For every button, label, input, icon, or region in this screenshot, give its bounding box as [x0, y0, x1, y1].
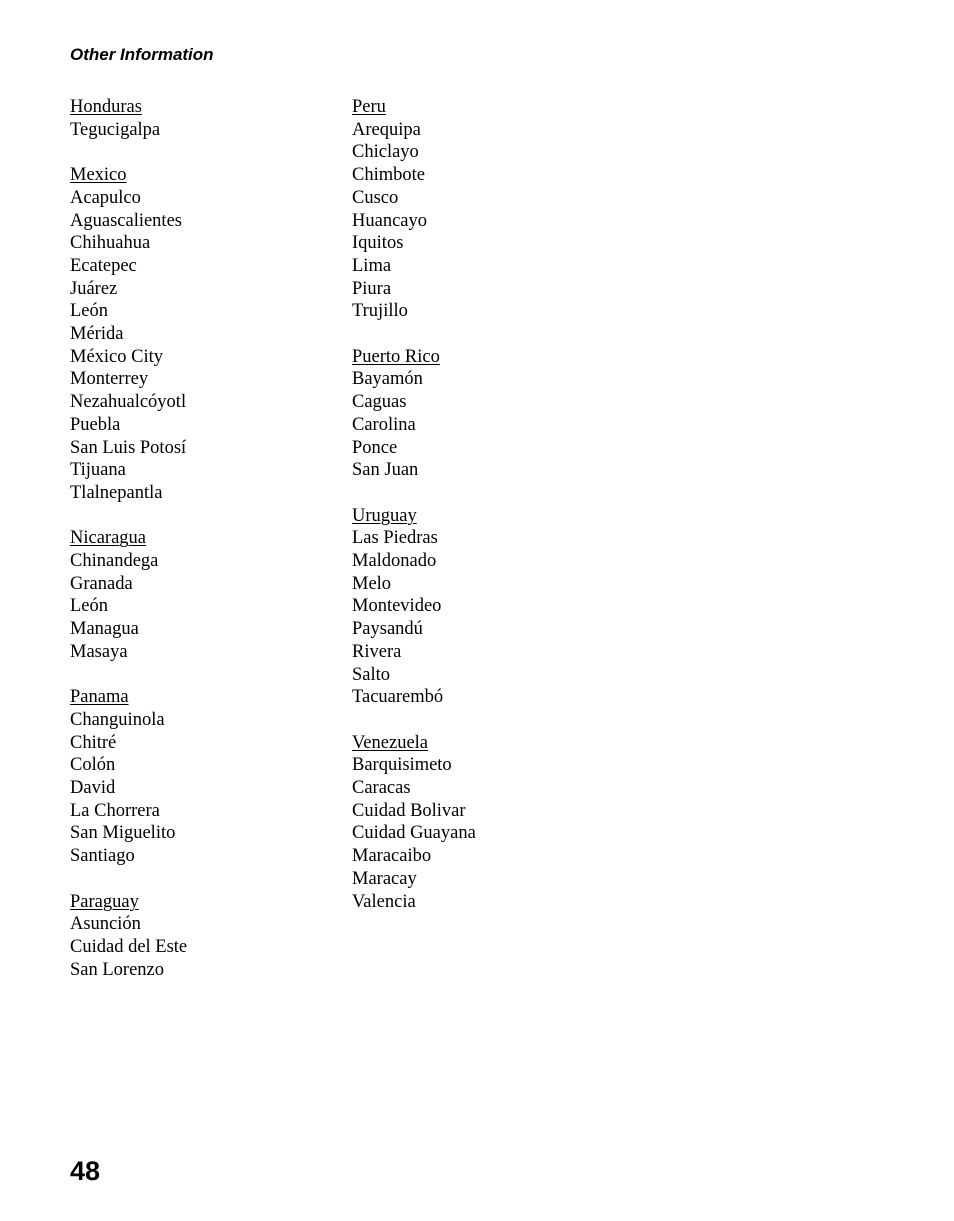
- city-item: San Juan: [352, 460, 419, 481]
- city-item: Santiago: [70, 846, 135, 867]
- city-item: Las Piedras: [352, 528, 438, 549]
- city-item: Carolina: [352, 414, 416, 435]
- country-group: [352, 732, 612, 914]
- country-group: [70, 686, 330, 868]
- city-item: Maracay: [352, 868, 417, 889]
- city-item: Barquisimeto: [352, 755, 452, 776]
- city-item: Tijuana: [70, 460, 126, 481]
- city-item: León: [70, 301, 109, 322]
- city-item: Lima: [352, 255, 392, 276]
- city-item: Ponce: [352, 437, 398, 458]
- city-item: Salto: [352, 664, 391, 685]
- country-heading: Nicaragua: [70, 528, 147, 549]
- city-item: Piura: [352, 278, 392, 299]
- city-item: Managua: [70, 619, 139, 640]
- country-group: [70, 164, 330, 505]
- city-item: Colón: [70, 755, 116, 776]
- city-item: Arequipa: [352, 119, 421, 140]
- city-item: Trujillo: [352, 301, 408, 322]
- city-item: Tacuarembó: [352, 687, 444, 708]
- city-item: Tlalnepantla: [70, 482, 163, 503]
- city-item: Chihuahua: [70, 233, 151, 254]
- city-item: Melo: [352, 573, 392, 594]
- city-item: La Chorrera: [70, 800, 160, 821]
- city-item: Iquitos: [352, 233, 404, 254]
- country-heading: Paraguay: [70, 891, 139, 912]
- city-item: Chinandega: [70, 551, 159, 572]
- city-item: Tegucigalpa: [70, 119, 161, 140]
- city-item: México City: [70, 346, 164, 367]
- city-item: Caguas: [352, 392, 407, 413]
- country-group: [352, 505, 612, 709]
- country-group: [70, 96, 330, 141]
- city-item: Chimbote: [352, 165, 425, 186]
- city-item: Puebla: [70, 414, 121, 435]
- country-heading: Honduras: [70, 97, 142, 117]
- city-item: Rivera: [352, 641, 402, 662]
- city-item: Ecatepec: [70, 255, 137, 276]
- city-item: Montevideo: [352, 596, 442, 617]
- city-item: Masaya: [70, 641, 128, 662]
- city-item: Bayamón: [352, 369, 423, 390]
- city-item: Caracas: [352, 778, 411, 799]
- city-item: Cuidad Bolivar: [352, 800, 466, 821]
- city-item: Chitré: [70, 732, 117, 753]
- city-item: Aguascalientes: [70, 210, 182, 231]
- country-heading: Peru: [352, 97, 386, 117]
- country-group: [352, 96, 612, 323]
- city-item: Cusco: [352, 187, 399, 208]
- city-item: León: [70, 596, 109, 617]
- city-item: Acapulco: [70, 187, 141, 208]
- city-item: Juárez: [70, 278, 118, 299]
- city-item: Paysandú: [352, 619, 423, 640]
- city-list-column-right: [352, 96, 612, 936]
- country-heading: Puerto Rico: [352, 346, 440, 367]
- city-item: Nezahualcóyotl: [70, 392, 187, 413]
- country-group: [352, 346, 612, 482]
- country-heading: Mexico: [70, 165, 127, 186]
- country-group: [70, 527, 330, 663]
- city-item: Mérida: [70, 324, 124, 345]
- section-title: Other Information: [70, 45, 214, 64]
- city-item: San Luis Potosí: [70, 437, 187, 458]
- city-item: Monterrey: [70, 369, 149, 390]
- city-item: Asunción: [70, 914, 141, 935]
- country-heading: Venezuela: [352, 732, 429, 753]
- city-item: San Lorenzo: [70, 959, 165, 980]
- city-item: David: [70, 778, 116, 799]
- city-item: Valencia: [352, 891, 416, 912]
- city-item: Huancayo: [352, 210, 427, 231]
- city-list-column-left: [70, 96, 330, 1004]
- city-item: Changuinola: [70, 709, 165, 730]
- page-number: 48: [70, 1156, 101, 1186]
- country-heading: Panama: [70, 687, 129, 708]
- city-item: Cuidad Guayana: [352, 823, 476, 844]
- city-item: San Miguelito: [70, 823, 176, 844]
- city-item: Cuidad del Este: [70, 936, 188, 957]
- country-heading: Uruguay: [352, 505, 417, 526]
- city-item: Maracaibo: [352, 846, 432, 867]
- city-item: Maldonado: [352, 551, 437, 572]
- city-item: Chiclayo: [352, 142, 419, 163]
- city-item: Granada: [70, 573, 133, 594]
- country-group: [70, 891, 330, 982]
